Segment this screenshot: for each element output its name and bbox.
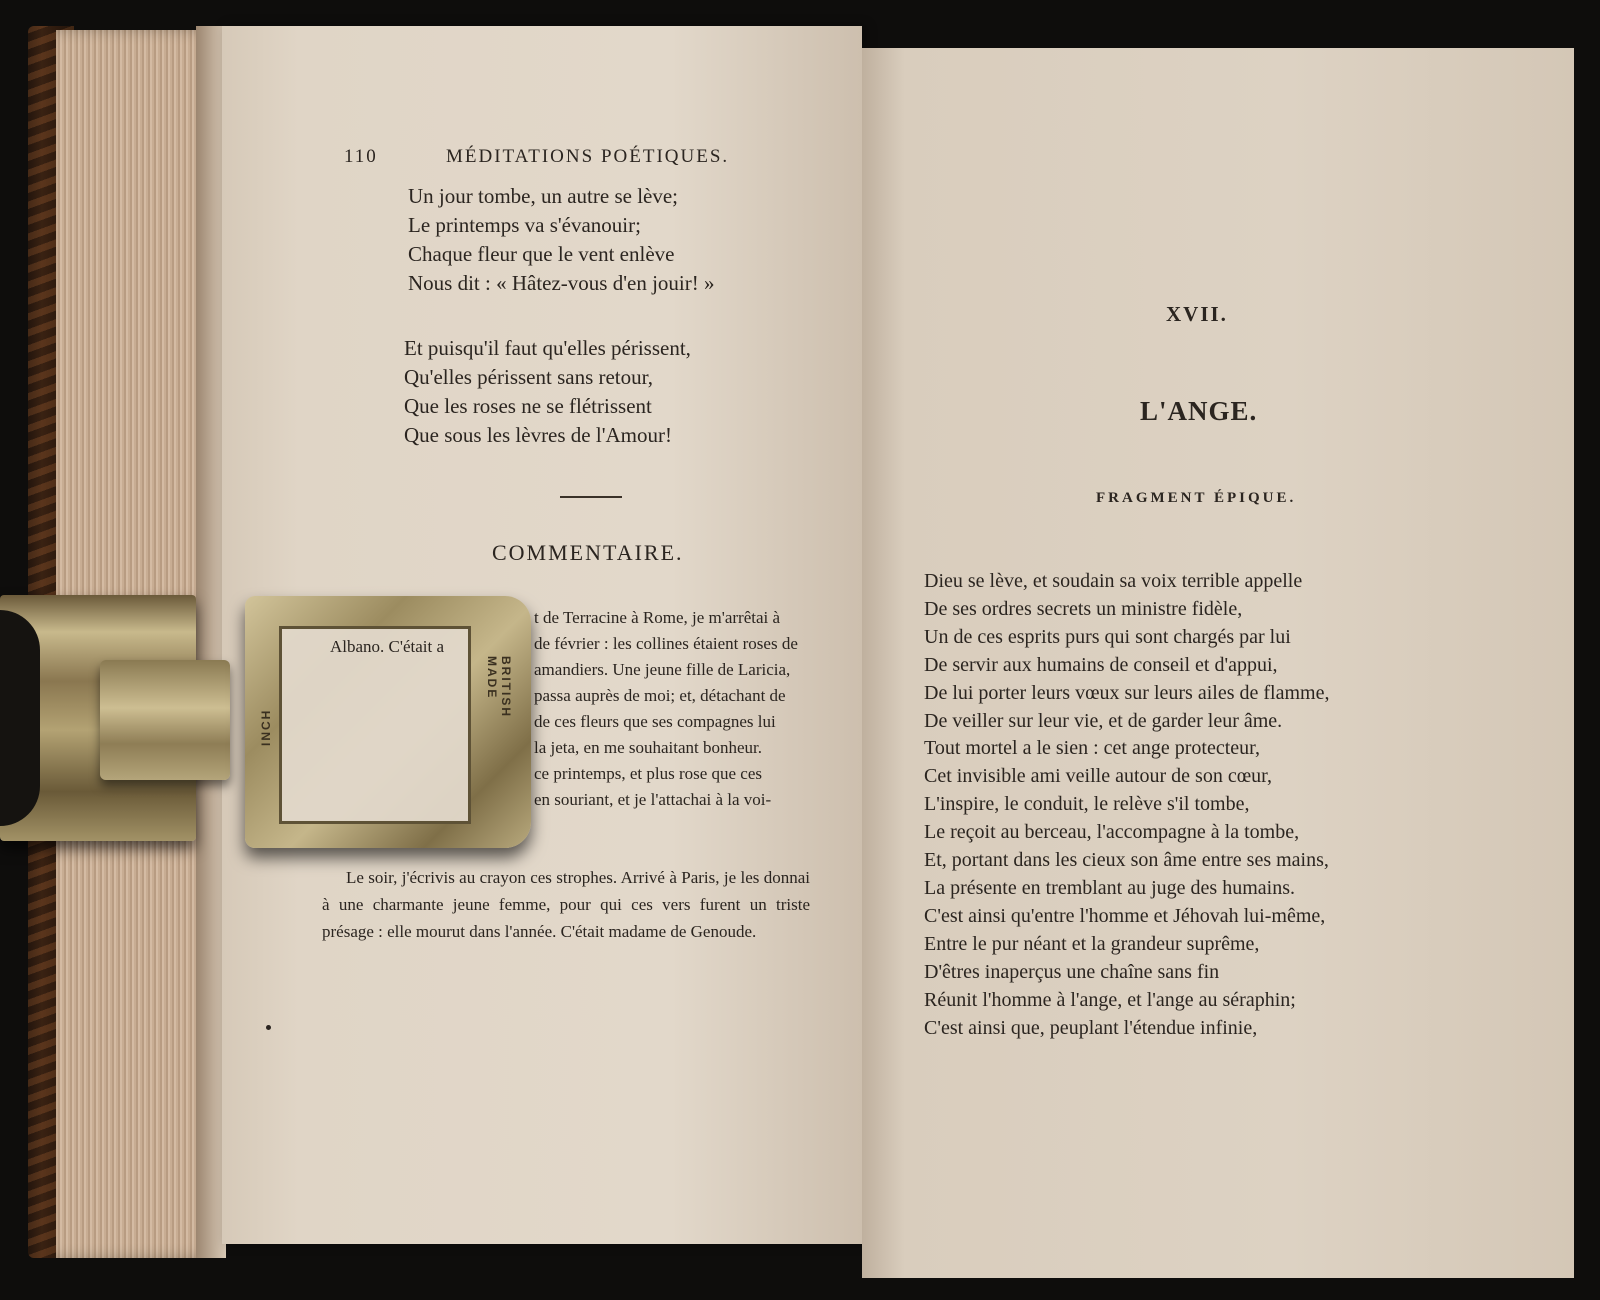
inch-engraving: INCH — [259, 708, 273, 746]
chapter-subtitle: FRAGMENT ÉPIQUE. — [1096, 490, 1297, 506]
stanza-1 — [408, 182, 714, 298]
ink-speck — [266, 1025, 271, 1030]
stanza-2 — [404, 334, 691, 450]
chapter-title: L'ANGE. — [1140, 396, 1258, 426]
poem-line: L'inspire, le conduit, le relève s'il tombe, — [924, 793, 1250, 816]
verse-line: Un jour tombe, un autre se lève; — [408, 184, 679, 208]
poem-line: C'est ainsi qu'entre l'homme et Jéhovah lui-même, — [924, 904, 1326, 927]
commentary-paragraph-2: Le soir, j'écrivis au crayon ces strophes. Arrivé à Paris, je les donnai à une charmante jeune femme, pour qui ces vers furent un triste présage : elle mourut dans l'année. C'était madame de Genoude. — [322, 868, 810, 941]
poem-line: Un de ces esprits purs qui sont chargés par lui — [924, 625, 1291, 648]
poem-line: De veiller sur leur vie, et de garder leur âme. — [924, 709, 1283, 732]
british-made-engraving: BRITISH MADE — [485, 656, 513, 718]
poem-text — [924, 568, 1329, 1042]
verse-line: Que les roses ne se flétrissent — [404, 394, 652, 418]
section-divider — [560, 496, 622, 498]
magnifier-hinge — [100, 660, 230, 780]
commentary-line: passa auprès de moi; et, détachant de — [534, 686, 786, 705]
page-number: 110 — [344, 146, 378, 167]
verse-line: Le printemps va s'évanouir; — [408, 213, 641, 237]
verse-line: Qu'elles périssent sans retour, — [404, 365, 654, 389]
verse-line: Que sous les lèvres de l'Amour! — [404, 423, 672, 447]
poem-line: Tout mortel a le sien : cet ange protecteur, — [924, 737, 1260, 760]
poem-line: De lui porter leurs vœux sur leurs ailes de flamme, — [924, 681, 1330, 704]
commentary-line: la jeta, en me souhaitant bonheur. — [534, 738, 763, 757]
right-page — [862, 48, 1574, 1278]
poem-line: Dieu se lève, et soudain sa voix terrible appelle — [924, 570, 1303, 592]
poem-line: Réunit l'homme à l'ange, et l'ange au séraphin; — [924, 988, 1296, 1011]
poem-line: De servir aux humains de conseil et d'appui, — [924, 653, 1278, 676]
poem-line: D'êtres inaperçus une chaîne sans fin — [924, 960, 1220, 983]
commentary-line: amandiers. Une jeune fille de Laricia, — [534, 660, 791, 679]
poem-line: De ses ordres secrets un ministre fidèle, — [924, 597, 1243, 620]
chapter-numeral: XVII. — [1166, 302, 1228, 326]
verse-line: Nous dit : « Hâtez-vous d'en jouir! » — [408, 271, 715, 295]
poem-line: Cet invisible ami veille autour de son cœur, — [924, 765, 1273, 788]
section-title: COMMENTAIRE. — [492, 540, 684, 565]
poem-line: Entre le pur néant et la grandeur suprême, — [924, 932, 1260, 955]
commentary-line: t de Terracine à Rome, je m'arrêtai à — [534, 608, 781, 627]
verse-line: Et puisqu'il faut qu'elles périssent, — [404, 336, 691, 360]
commentary-line: de février : les collines étaient roses de — [534, 634, 798, 653]
commentary-line: de ces fleurs que ses compagnes lui — [534, 712, 776, 731]
poem-line: Le reçoit au berceau, l'accompagne à la tombe, — [924, 821, 1300, 844]
commentary-line: ce printemps, et plus rose que ces — [534, 764, 763, 783]
magnifier-lens — [279, 626, 471, 824]
magnifier-arm-opening — [0, 610, 40, 826]
lens-text-line: Albano. C'était a — [330, 637, 445, 656]
poem-line: C'est ainsi que, peuplant l'étendue infinie, — [924, 1016, 1258, 1039]
commentary-line: en souriant, et je l'attachai à la voi- — [534, 790, 772, 809]
poem-line: Et, portant dans les cieux son âme entre ses mains, — [924, 849, 1329, 872]
verse-line: Chaque fleur que le vent enlève — [408, 242, 675, 266]
running-head: MÉDITATIONS POÉTIQUES. — [446, 146, 730, 167]
poem-line: La présente en tremblant au juge des humains. — [924, 876, 1295, 899]
